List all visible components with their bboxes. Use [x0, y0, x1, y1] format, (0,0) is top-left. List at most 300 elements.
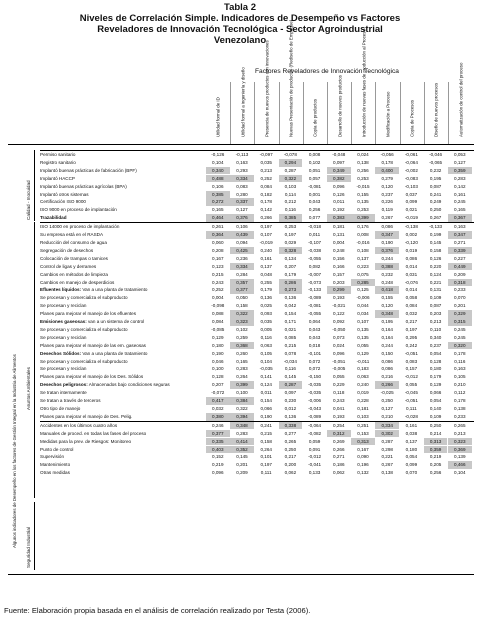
table-cell: 0,055	[357, 342, 369, 348]
table-cell: 0,141	[260, 374, 272, 380]
table-cell: 0,205	[429, 462, 442, 468]
table-cell: 0,280	[236, 191, 248, 197]
table-cell: 0,232	[381, 271, 393, 277]
table-cell: 0,284	[236, 271, 248, 277]
column-header-label: Presencia de nuevos productos con innovaciones	[264, 40, 270, 137]
table-cell: 0,155	[357, 191, 369, 197]
table-cell: 0,466	[448, 461, 472, 469]
table-row	[40, 214, 474, 222]
table-cell: 0,138	[357, 159, 369, 165]
table-cell: 0,287	[381, 438, 393, 444]
table-cell: 0,229	[333, 382, 345, 388]
table-cell: 0,418	[375, 286, 399, 294]
table-cell: 0,116	[284, 366, 296, 372]
table-cell: -0,048	[332, 152, 346, 157]
table-cell: 0,203	[333, 279, 345, 285]
table-cell: 0,197	[405, 326, 418, 332]
table-cell: 0,104	[260, 358, 272, 364]
table-cell: -0,034	[283, 358, 297, 364]
table-cell: 0,054	[405, 454, 418, 460]
table-cell: 0,083	[405, 358, 418, 364]
table-row	[40, 342, 474, 350]
table-cell: 0,294	[279, 159, 303, 167]
table-cell: 0,249	[429, 199, 442, 205]
table-cell: 0,208	[212, 247, 224, 253]
table-cell: 0,334	[375, 422, 399, 430]
table-cell: 0,253	[284, 224, 297, 230]
table-cell: 0,106	[212, 183, 224, 189]
table-cell: 0,031	[405, 271, 418, 277]
table-cell: 0,171	[284, 319, 297, 325]
table-cell: 0,034	[357, 311, 369, 317]
table-cell: 0,197	[284, 232, 297, 238]
row-label: Permiso sanitario	[40, 152, 76, 157]
table-cell: -0,138	[404, 224, 418, 230]
table-cell: 0,118	[333, 390, 345, 396]
row-label: Emisiones gaseosas: van a un sistema de control	[40, 319, 145, 325]
table-cell: 0,156	[333, 255, 345, 261]
table-cell: 0,178	[381, 159, 393, 165]
table-cell: 0,165	[236, 358, 248, 364]
table-cell: 0,152	[212, 454, 224, 460]
table-cell: 0,322	[230, 310, 254, 318]
table-row	[40, 389, 474, 397]
table-cell: 0,137	[260, 263, 272, 269]
table-cell: 0,207	[212, 382, 224, 388]
table-cell: -0,045	[404, 390, 418, 396]
table-row	[40, 206, 474, 214]
table-cell: 0,190	[212, 350, 224, 356]
table-cell: 0,116	[454, 358, 466, 364]
table-cell: 0,128	[429, 358, 442, 364]
table-cell: -0,028	[404, 413, 418, 419]
table-cell: 0,265	[284, 438, 297, 444]
table-cell: 0,132	[357, 470, 369, 476]
table-cell: 0,179	[260, 287, 272, 293]
row-label: Desechos Sólidos: Van a una planta de tratamiento	[40, 350, 148, 356]
table-cell: 0,096	[333, 183, 345, 189]
table-cell: 0,322	[279, 175, 303, 183]
table-cell: -0,005	[332, 366, 346, 372]
table-row	[40, 350, 474, 358]
table-cell: -0,072	[211, 390, 225, 396]
table-cell: 0,021	[284, 326, 297, 332]
row-label: Otras medidas	[40, 470, 70, 476]
table-row	[40, 271, 474, 279]
table-cell: 0,376	[375, 247, 399, 255]
table-cell: 0,058	[405, 295, 418, 301]
table-cell: -0,065	[429, 159, 443, 165]
table-cell: 0,259	[236, 334, 248, 340]
table-cell: 0,269	[333, 438, 345, 444]
table-cell: 0,155	[381, 295, 393, 301]
table-cell: -0,015	[356, 183, 370, 189]
table-row	[40, 358, 474, 366]
table-cell: 0,072	[308, 358, 321, 364]
table-cell: 0,055	[333, 374, 345, 380]
table-cell: 0,318	[448, 279, 472, 287]
table-cell: 0,230	[284, 398, 297, 404]
table-cell: 0,032	[405, 311, 418, 317]
row-label: Se procesan y comercializa el subproducto	[40, 358, 128, 364]
row-label: Reducción del consumo de agua	[40, 239, 107, 245]
table-cell: 0,207	[284, 263, 297, 269]
table-cell: 0,048	[260, 271, 272, 277]
table-cell: 0,165	[212, 207, 224, 213]
table-row	[40, 469, 474, 477]
row-label: Medidas para la prev. de Riesgos: Monitoreo	[40, 438, 132, 444]
table-cell: 0,237	[381, 191, 393, 197]
table-row	[40, 263, 474, 271]
table-cell: -0,051	[404, 398, 418, 404]
table-cell: 0,106	[236, 224, 248, 230]
table-cell: 0,090	[357, 454, 369, 460]
row-label: Mantenimiento	[40, 462, 71, 468]
table-cell: 0,221	[381, 454, 393, 460]
table-cell: 0,347	[448, 231, 472, 239]
table-cell: -0,043	[308, 406, 322, 411]
table-cell: 0,111	[260, 470, 272, 476]
table-cell: 0,178	[454, 350, 466, 356]
row-label: Planes para mejorar el manejo de Des. Pelig.	[40, 413, 133, 419]
table-cell: 0,192	[333, 207, 345, 213]
table-cell: 0,004	[212, 295, 224, 301]
table-cell: 0,399	[351, 214, 375, 222]
table-cell: -0,021	[332, 303, 346, 309]
table-cell: 0,096	[333, 350, 345, 356]
table-cell: 0,104	[454, 470, 466, 476]
row-label: Supervisión	[40, 454, 65, 460]
table-cell: -0,097	[259, 152, 273, 157]
table-cell: 0,004	[333, 239, 345, 245]
table-cell: 0,019	[357, 390, 369, 396]
table-cell: 0,012	[284, 406, 297, 411]
bracket-seguridad	[34, 502, 35, 570]
row-label: Su empresa está en el RASDA	[40, 232, 104, 238]
table-cell: 0,417	[206, 397, 230, 405]
table-cell: 0,142	[260, 207, 272, 213]
table-cell: 0,129	[212, 334, 224, 340]
table-cell: 0,243	[333, 398, 345, 404]
table-cell: 0,099	[405, 199, 418, 205]
table-cell: 0,014	[405, 287, 418, 293]
table-cell: 0,100	[212, 366, 224, 372]
table-cell: 0,075	[357, 271, 369, 277]
table-cell: 0,063	[357, 374, 369, 380]
table-cell: 0,062	[284, 470, 297, 476]
table-cell: 0,161	[405, 422, 418, 428]
table-cell: 0,349	[327, 167, 351, 175]
table-cell: 0,248	[333, 247, 345, 253]
table-cell: -0,107	[308, 239, 322, 245]
table-cell: 0,127	[236, 207, 248, 213]
table-cell: 0,108	[357, 247, 369, 253]
table-cell: 0,221	[429, 279, 442, 285]
table-cell: 0,127	[381, 406, 393, 411]
table-cell: 0,097	[333, 159, 345, 165]
table-title-block	[0, 2, 480, 46]
table-row	[40, 294, 474, 302]
source-footer: Fuente: Elaboración propia basada en el análisis de correlación realizado por Testa (2006).	[4, 606, 311, 615]
table-cell: 0,014	[405, 263, 418, 269]
table-cell: 0,181	[333, 224, 345, 230]
table-cell: 0,261	[212, 224, 224, 230]
table-row	[40, 453, 474, 461]
table-cell: 0,367	[448, 214, 472, 222]
table-cell: 0,217	[284, 454, 297, 460]
table-cell: 0,201	[236, 462, 248, 468]
column-header-label: Desarrollo de nuevos productos	[337, 75, 343, 137]
table-cell: 0,046	[212, 358, 224, 364]
bracket-ambientales	[34, 222, 35, 498]
table-cell: 0,128	[212, 374, 224, 380]
table-cell: 0,025	[260, 303, 272, 309]
table-cell: 0,140	[429, 406, 442, 411]
table-cell: -0,055	[308, 255, 322, 261]
table-cell: 0,035	[260, 319, 272, 325]
table-cell: -0,035	[308, 390, 322, 396]
table-cell: 0,091	[308, 446, 321, 452]
table-cell: 0,209	[236, 470, 248, 476]
table-cell: 0,131	[429, 287, 442, 293]
title-line-1: Niveles de Correlación Simple. Indicadores de Desempeño vs Factores	[79, 13, 401, 24]
row-label: Planes para mejorar el manejo de los efluentes	[40, 311, 137, 317]
table-cell: 0,385	[279, 214, 303, 222]
column-header	[303, 82, 327, 144]
table-cell: 0,279	[381, 175, 393, 181]
table-cell: 0,136	[284, 413, 297, 419]
table-cell: 0,011	[333, 199, 345, 205]
row-label: Accidentes en los últimos cuatro años	[40, 422, 118, 428]
table-cell: -0,011	[356, 358, 370, 364]
table-row	[40, 430, 474, 438]
table-cell: 0,228	[357, 398, 369, 404]
table-cell: -0,120	[404, 239, 418, 245]
table-cell: 0,488	[206, 175, 230, 183]
table-cell: 0,195	[429, 175, 442, 181]
table-cell: 0,212	[284, 199, 297, 205]
table-cell: 0,334	[230, 175, 254, 183]
table-cell: 0,158	[236, 303, 248, 309]
table-cell: 0,340	[206, 167, 230, 175]
column-header-label: Utilidad formal de ID	[215, 97, 221, 137]
row-label: Se procesan y reciclan	[40, 366, 87, 372]
table-cell: -0,035	[259, 366, 273, 372]
table-cell: 0,126	[333, 191, 345, 197]
table-cell: 0,105	[454, 374, 466, 380]
table-cell: 0,254	[333, 422, 345, 428]
table-cell: 0,293	[236, 167, 248, 173]
row-label: ISO 9000 en proceso de implantación	[40, 207, 117, 213]
table-cell: 0,122	[333, 311, 345, 317]
table-cell: 0,340	[429, 334, 442, 340]
table-cell: -0,061	[404, 152, 418, 157]
table-cell: 0,165	[454, 207, 466, 213]
title-line-3: Venezolano	[213, 35, 267, 46]
table-cell: -0,041	[308, 462, 322, 468]
row-label: Planes para mejorar el manejo de las em. gaseosas	[40, 342, 146, 348]
table-cell: 0,109	[429, 295, 442, 301]
table-cell: 0,241	[260, 422, 272, 428]
table-cell: 0,044	[357, 303, 369, 309]
table-cell: 0,241	[429, 191, 442, 197]
table-cell: 0,120	[381, 183, 393, 189]
table-cell: -0,016	[356, 239, 370, 245]
table-cell: 0,369	[448, 446, 472, 454]
table-cell: 0,163	[454, 224, 466, 230]
table-row	[40, 446, 474, 454]
table-cell: 0,083	[236, 183, 248, 189]
table-cell: 0,283	[454, 175, 466, 181]
table-cell: 0,129	[429, 382, 442, 388]
table-cell: 0,273	[279, 286, 303, 294]
table-cell: 0,024	[357, 152, 369, 157]
table-cell: 0,203	[429, 311, 442, 317]
table-cell: 0,197	[260, 224, 272, 230]
table-cell: 0,260	[236, 350, 248, 356]
table-cell: 0,399	[230, 381, 254, 389]
table-cell: 0,359	[424, 446, 448, 454]
table-cell: 0,252	[260, 175, 272, 181]
table-cell: 0,338	[279, 422, 303, 430]
table-cell: 0,382	[327, 175, 351, 183]
table-cell: 0,414	[230, 438, 254, 446]
table-cell: 0,320	[448, 342, 472, 350]
table-cell: -0,012	[404, 374, 418, 380]
table-row	[40, 198, 474, 206]
table-cell: 0,180	[405, 446, 418, 452]
table-cell: 0,084	[260, 183, 272, 189]
table-cell: 0,129	[357, 350, 369, 356]
table-cell: 0,425	[230, 247, 254, 255]
table-body	[40, 150, 474, 477]
table-cell: -0,051	[332, 358, 346, 364]
table-cell: 0,059	[308, 438, 321, 444]
row-label: Cambios en manejo de desperdicios	[40, 279, 115, 285]
table-cell: 0,240	[260, 247, 272, 253]
row-label: Segregación de desechos	[40, 247, 94, 253]
table-row	[40, 310, 474, 318]
table-cell: 0,157	[405, 366, 418, 372]
table-cell: 0,251	[357, 422, 369, 428]
table-cell: 0,283	[236, 430, 248, 436]
table-cell: 0,124	[429, 271, 442, 277]
table-cell: 0,087	[429, 303, 442, 309]
table-cell: 0,347	[375, 231, 399, 239]
table-cell: 0,002	[405, 232, 418, 238]
column-header	[400, 82, 424, 144]
table-cell: 0,286	[279, 279, 303, 287]
table-cell: 0,050	[236, 295, 248, 301]
table-cell: 0,072	[308, 366, 321, 372]
table-cell: 0,093	[260, 311, 272, 317]
row-label: Certificación ISO 9000	[40, 199, 86, 205]
table-cell: 0,287	[284, 167, 297, 173]
table-cell: 0,055	[405, 382, 418, 388]
table-cell: 0,377	[230, 286, 254, 294]
table-cell: 0,245	[454, 334, 466, 340]
table-cell: 0,011	[309, 232, 321, 238]
table-cell: 0,112	[454, 390, 466, 396]
table-cell: 0,359	[448, 167, 472, 175]
table-cell: -0,078	[283, 152, 297, 157]
table-cell: -0,081	[308, 303, 322, 309]
table-cell: 0,105	[260, 350, 272, 356]
table-cell: 0,063	[260, 342, 272, 348]
table-cell: 0,043	[308, 199, 321, 205]
table-bottom-rule	[8, 574, 474, 575]
table-cell: 0,066	[260, 406, 272, 411]
table-cell: 0,255	[260, 279, 272, 285]
side-group-general: Algunos indicadores de Desempeño en los factores de Gestión Integral en la Industria de Alimentos	[12, 354, 17, 548]
table-cell: 0,232	[429, 167, 442, 173]
table-cell: -0,064	[404, 159, 418, 165]
row-label: Se tratan a través de terceros	[40, 398, 101, 404]
table-cell: 0,137	[405, 438, 418, 444]
table-cell: -0,083	[404, 175, 418, 181]
table-cell: 0,193	[333, 295, 345, 301]
row-label: Se procesan y comercializa el subproducto	[40, 326, 128, 332]
table-cell: -0,035	[308, 382, 322, 388]
table-cell: 0,193	[333, 413, 345, 419]
table-cell: 0,181	[357, 406, 369, 411]
table-row	[40, 461, 474, 469]
table-cell: -0,085	[211, 326, 225, 332]
table-row	[40, 222, 474, 231]
table-cell: 0,161	[454, 191, 466, 197]
table-cell: 0,131	[333, 232, 345, 238]
table-cell: 0,158	[260, 438, 272, 444]
row-label: Control de ligas y derrames	[40, 263, 97, 269]
table-cell: 0,213	[454, 430, 466, 436]
table-cell: -0,006	[308, 398, 322, 404]
table-cell: -0,081	[308, 183, 322, 189]
table-cell: 0,176	[357, 224, 369, 230]
table-cell: 0,158	[429, 247, 442, 253]
table-cell: 0,245	[454, 326, 466, 332]
table-cell: 0,287	[279, 381, 303, 389]
column-header	[351, 29, 375, 144]
table-cell: 0,164	[381, 334, 393, 340]
factors-header: Factores Reveladores de Innovación Tecnológica	[255, 68, 399, 75]
table-row	[40, 255, 474, 263]
table-cell: -0,126	[211, 152, 225, 157]
table-cell: 0,164	[381, 326, 393, 332]
table-cell: 0,019	[405, 247, 418, 253]
column-header	[279, 19, 303, 144]
row-label: Se procesan y comercializa el subproducto	[40, 295, 128, 301]
table-cell: 0,051	[308, 167, 321, 173]
table-cell: 0,167	[212, 255, 224, 261]
table-cell: 0,073	[333, 334, 345, 340]
table-row	[40, 381, 474, 389]
table-cell: 0,253	[357, 175, 369, 181]
table-cell: 0,066	[429, 390, 442, 396]
row-label: Implantó otros sistemas	[40, 191, 89, 197]
table-cell: 0,054	[429, 350, 442, 356]
table-row	[40, 302, 474, 310]
row-label: Implantó HACCP	[40, 175, 75, 181]
table-cell: 0,285	[351, 279, 375, 287]
table-cell: 0,383	[327, 214, 351, 222]
column-header-label: Modificación a Proceso	[385, 91, 391, 137]
table-cell: 0,086	[381, 224, 393, 230]
table-cell: 0,086	[405, 255, 418, 261]
table-cell: 0,264	[260, 446, 272, 452]
table-cell: 0,104	[212, 159, 224, 165]
table-cell: 0,329	[448, 310, 472, 318]
table-cell: 0,213	[260, 167, 272, 173]
